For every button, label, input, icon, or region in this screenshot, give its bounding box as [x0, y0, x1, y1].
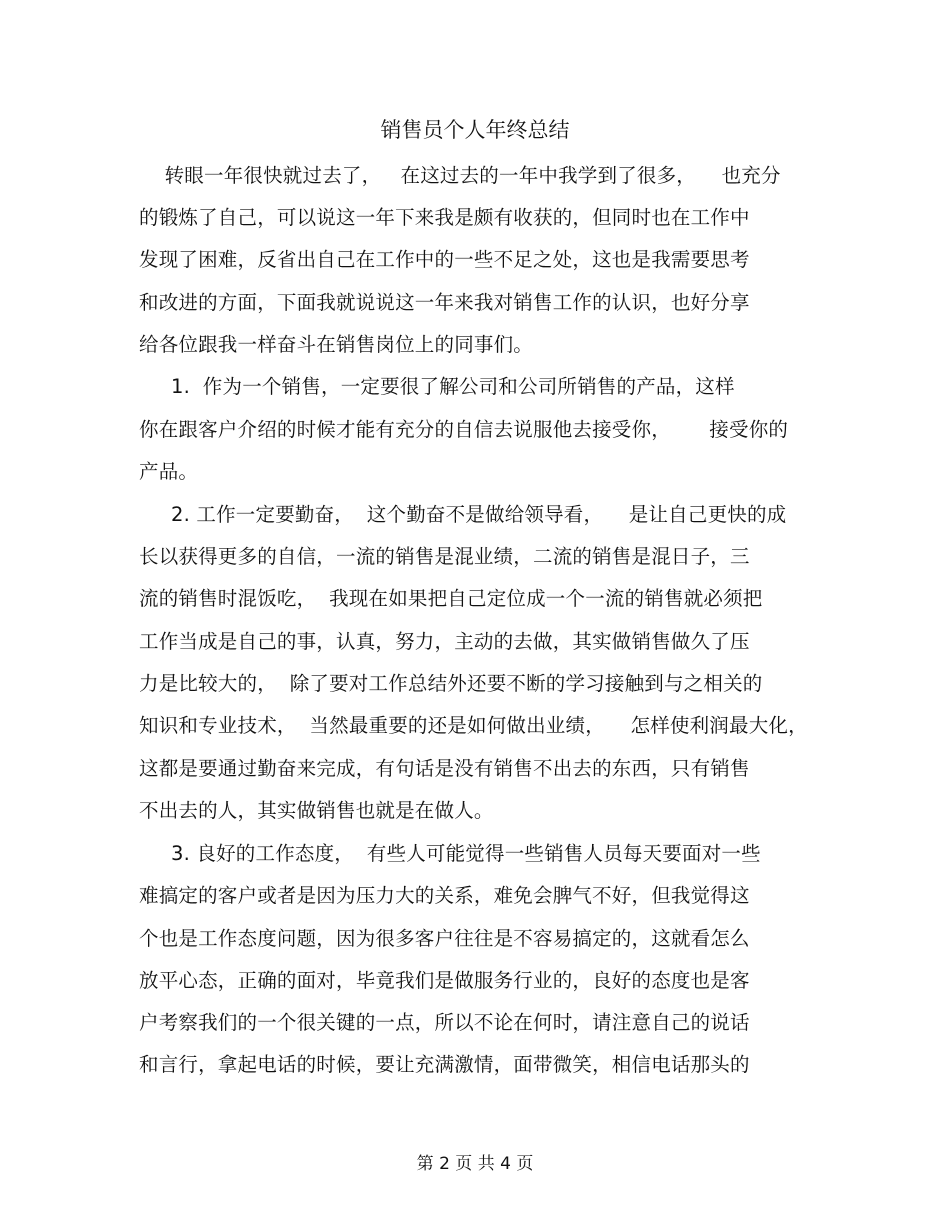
page-number-footer: 第 2 页 共 4 页 [416, 1154, 534, 1174]
text-line: 长以获得更多的自信，一流的销售是混业绩，二流的销售是混日子，三 [139, 545, 750, 568]
text-line: 转眼一年很快就过去了， 在这过去的一年中我学到了很多， 也充分 [139, 164, 781, 187]
text-line: 难搞定的客户或者是因为压力大的关系，难免会脾气不好，但我觉得这 [139, 884, 750, 907]
text-line: 工作当成是自己的事，认真，努力，主动的去做，其实做销售做久了压 [139, 630, 750, 653]
text-line: 你在跟客户介绍的时候才能有充分的自信去说服他去接受你， 接受你的 [139, 418, 789, 441]
text-line: 不出去的人，其实做销售也就是在做人。 [139, 799, 494, 822]
text-line: 和言行，拿起电话的时候，要让充满激情，面带微笑，相信电话那头的 [139, 1053, 750, 1076]
text-line: 知识和专业技术， 当然最重要的还是如何做出业绩， 怎样使利润最大化， [139, 714, 808, 737]
text-line: 力是比较大的， 除了要对工作总结外还要不断的学习接触到与之相关的 [139, 672, 763, 695]
document-title: 销售员个人年终总结 [380, 118, 570, 142]
text-line: 个也是工作态度问题，因为很多客户往往是不容易搞定的，这就看怎么 [139, 927, 750, 950]
text-line: 1. 作为一个销售，一定要很了解公司和公司所销售的产品，这样 [139, 375, 735, 398]
text-line: 给各位跟我一样奋斗在销售岗位上的同事们。 [139, 333, 534, 356]
text-line: 2. 工作一定要勤奋， 这个勤奋不是做给领导看， 是让自己更快的成 [139, 503, 787, 526]
text-line: 流的销售时混饭吃， 我现在如果把自己定位成一个一流的销售就必须把 [139, 587, 763, 610]
text-line: 的锻炼了自己，可以说这一年下来我是颇有收获的，但同时也在工作中 [139, 206, 750, 229]
text-line: 发现了困难，反省出自己在工作中的一些不足之处，这也是我需要思考 [139, 248, 750, 271]
text-line: 放平心态，正确的面对，毕竟我们是做服务行业的，良好的态度也是客 [139, 969, 750, 992]
text-line: 产品。 [139, 460, 199, 483]
text-line: 户考察我们的一个很关键的一点，所以不论在何时，请注意自己的说话 [139, 1011, 750, 1034]
text-line: 3. 良好的工作态度， 有些人可能觉得一些销售人员每天要面对一些 [139, 842, 761, 865]
text-line: 和改进的方面，下面我就说说这一年来我对销售工作的认识，也好分享 [139, 291, 750, 314]
text-line: 这都是要通过勤奋来完成，有句话是没有销售不出去的东西，只有销售 [139, 757, 750, 780]
